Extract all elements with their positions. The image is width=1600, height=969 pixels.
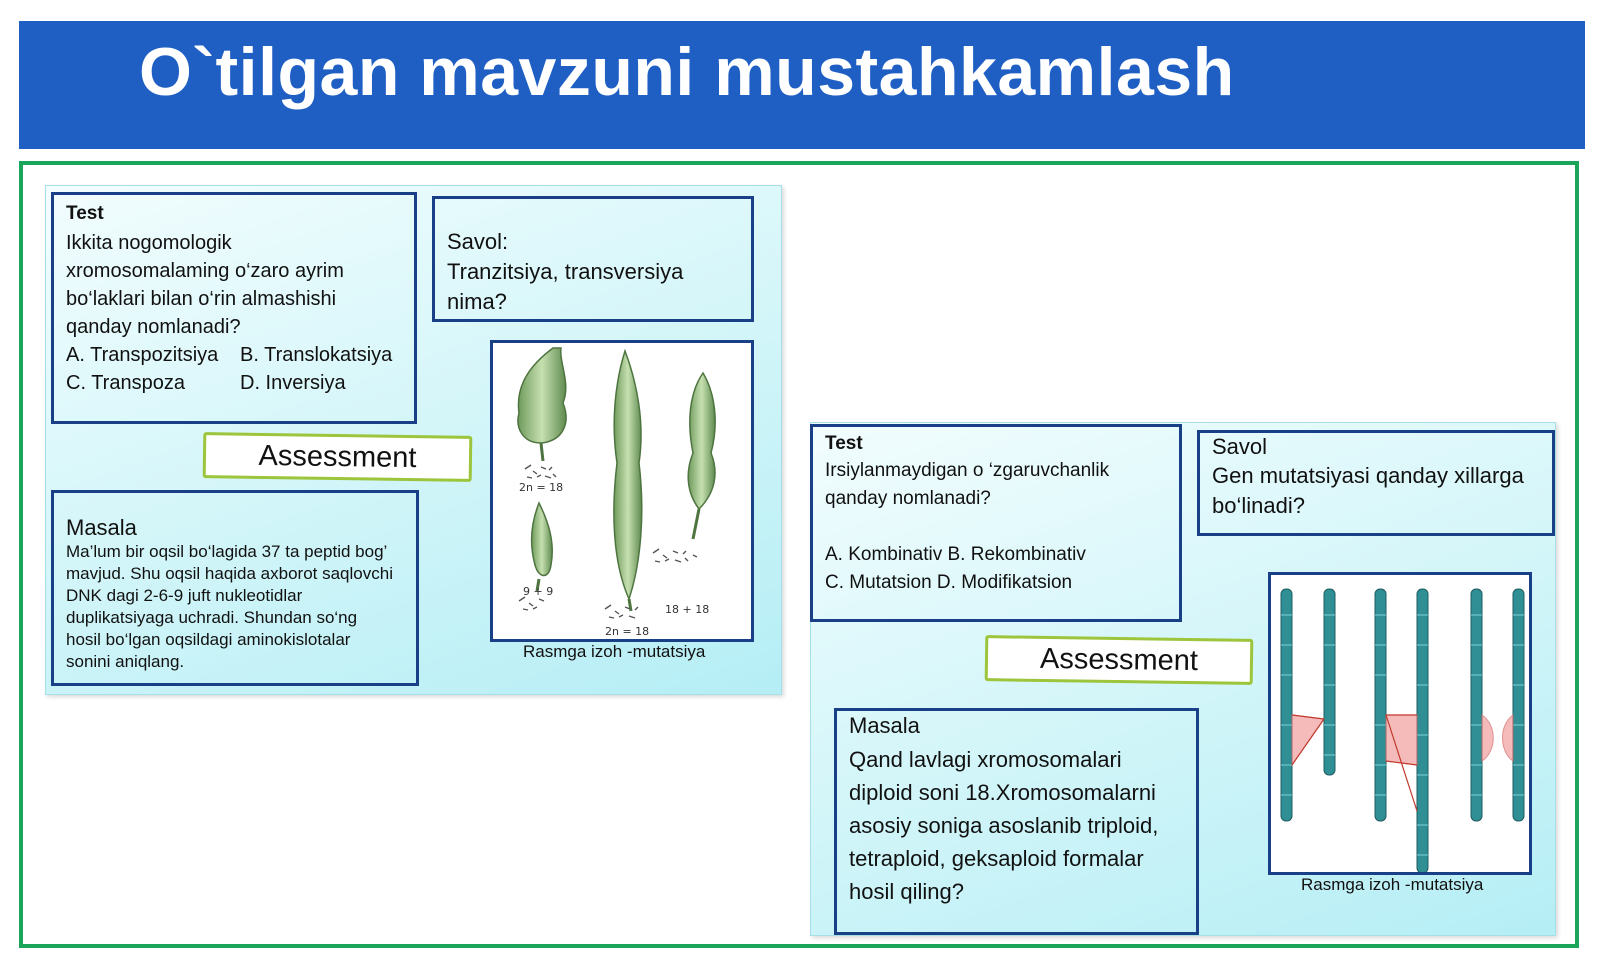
left-test-title: Test	[66, 203, 104, 224]
right-savol-title: Savol	[1212, 434, 1268, 459]
right-savol-box	[1197, 430, 1555, 536]
right-test-option-cd: C. Mutatsion D. Modifikatsion	[825, 572, 1073, 593]
left-test-option-d: D. Inversiya	[240, 372, 346, 394]
right-masala-text: Qand lavlagi xromosomalari diploid soni 18.Xromosomalarni asosiy soniga asoslanib triploid, tetraploid, geksaploid formalar hosil qiling?	[849, 747, 1159, 904]
right-test-option-ab: A. Kombinativ B. Rekombinativ	[825, 544, 1086, 565]
plant-seedpods-illustration	[493, 343, 751, 639]
pod-shape	[518, 348, 566, 443]
left-savol-box	[432, 196, 754, 322]
left-test-option-b: B. Translokatsiya	[240, 344, 393, 366]
right-test-question: Irsiylanmaydigan o ‘zgaruvchanlik qanday nomlanadi?	[825, 460, 1110, 509]
chromosome-translocation-diagram	[1271, 575, 1529, 872]
chromosome	[1375, 589, 1386, 821]
ploidy-label: 9 + 9	[523, 585, 554, 598]
left-masala-box	[51, 490, 419, 686]
chromosome	[1281, 589, 1292, 821]
page-title: O`tilgan mavzuni mustahkamlash	[139, 34, 1235, 110]
left-test-option-a: A. Transpozitsiya	[66, 344, 219, 366]
chromosome	[1513, 589, 1524, 821]
left-savol-title: Savol:	[447, 229, 509, 254]
ploidy-label: 18 + 18	[665, 603, 710, 616]
left-test-box	[51, 192, 417, 424]
left-mutation-image	[490, 340, 754, 642]
translocation-region	[1503, 715, 1514, 761]
chromosome	[1471, 589, 1482, 821]
right-masala-title: Masala	[849, 713, 920, 738]
right-assessment-label: Assessment	[985, 635, 1254, 685]
chromosome	[1417, 589, 1428, 872]
pod-shape	[614, 351, 642, 599]
left-masala-text: Ma’lum bir oqsil bo‘lagida 37 ta peptid bog’ mavjud. Shu oqsil haqida axborot saqlovchi DNK dagi 2-6-9 juft nukleotidlar duplikatsiyaga uchradi. Shundan so‘ng hosil bo‘lgan oqsildagi aminokislotalar sonini aniqlang.	[66, 542, 393, 671]
ploidy-label: 2n = 18	[605, 625, 650, 638]
left-test-question: Ikkita nogomologik xromosomalaming o‘zaro ayrim bo‘laklari bilan o‘rin almashishi qanday nomlanadi?	[66, 232, 344, 338]
translocation-region	[1386, 715, 1417, 765]
translocation-region	[1482, 715, 1493, 761]
pod-shape	[532, 503, 553, 576]
chromosome	[1324, 589, 1335, 775]
pod-shape	[688, 373, 715, 509]
ploidy-label: 2n = 18	[519, 481, 564, 494]
left-masala-title: Masala	[66, 515, 137, 540]
right-test-title: Test	[825, 433, 863, 454]
left-image-caption: Rasmga izoh -mutatsiya	[523, 642, 706, 661]
right-test-box	[810, 424, 1182, 622]
left-savol-question: Tranzitsiya, transversiya nima?	[447, 259, 684, 314]
right-masala-box	[834, 708, 1199, 935]
left-assessment-label: Assessment	[203, 432, 473, 482]
right-mutation-image	[1268, 572, 1532, 875]
title-bar	[19, 21, 1585, 149]
right-image-caption: Rasmga izoh -mutatsiya	[1301, 875, 1484, 894]
left-test-option-c: C. Transpoza	[66, 372, 185, 394]
right-savol-question: Gen mutatsiyasi qanday xillarga bo‘linadi?	[1212, 463, 1524, 518]
